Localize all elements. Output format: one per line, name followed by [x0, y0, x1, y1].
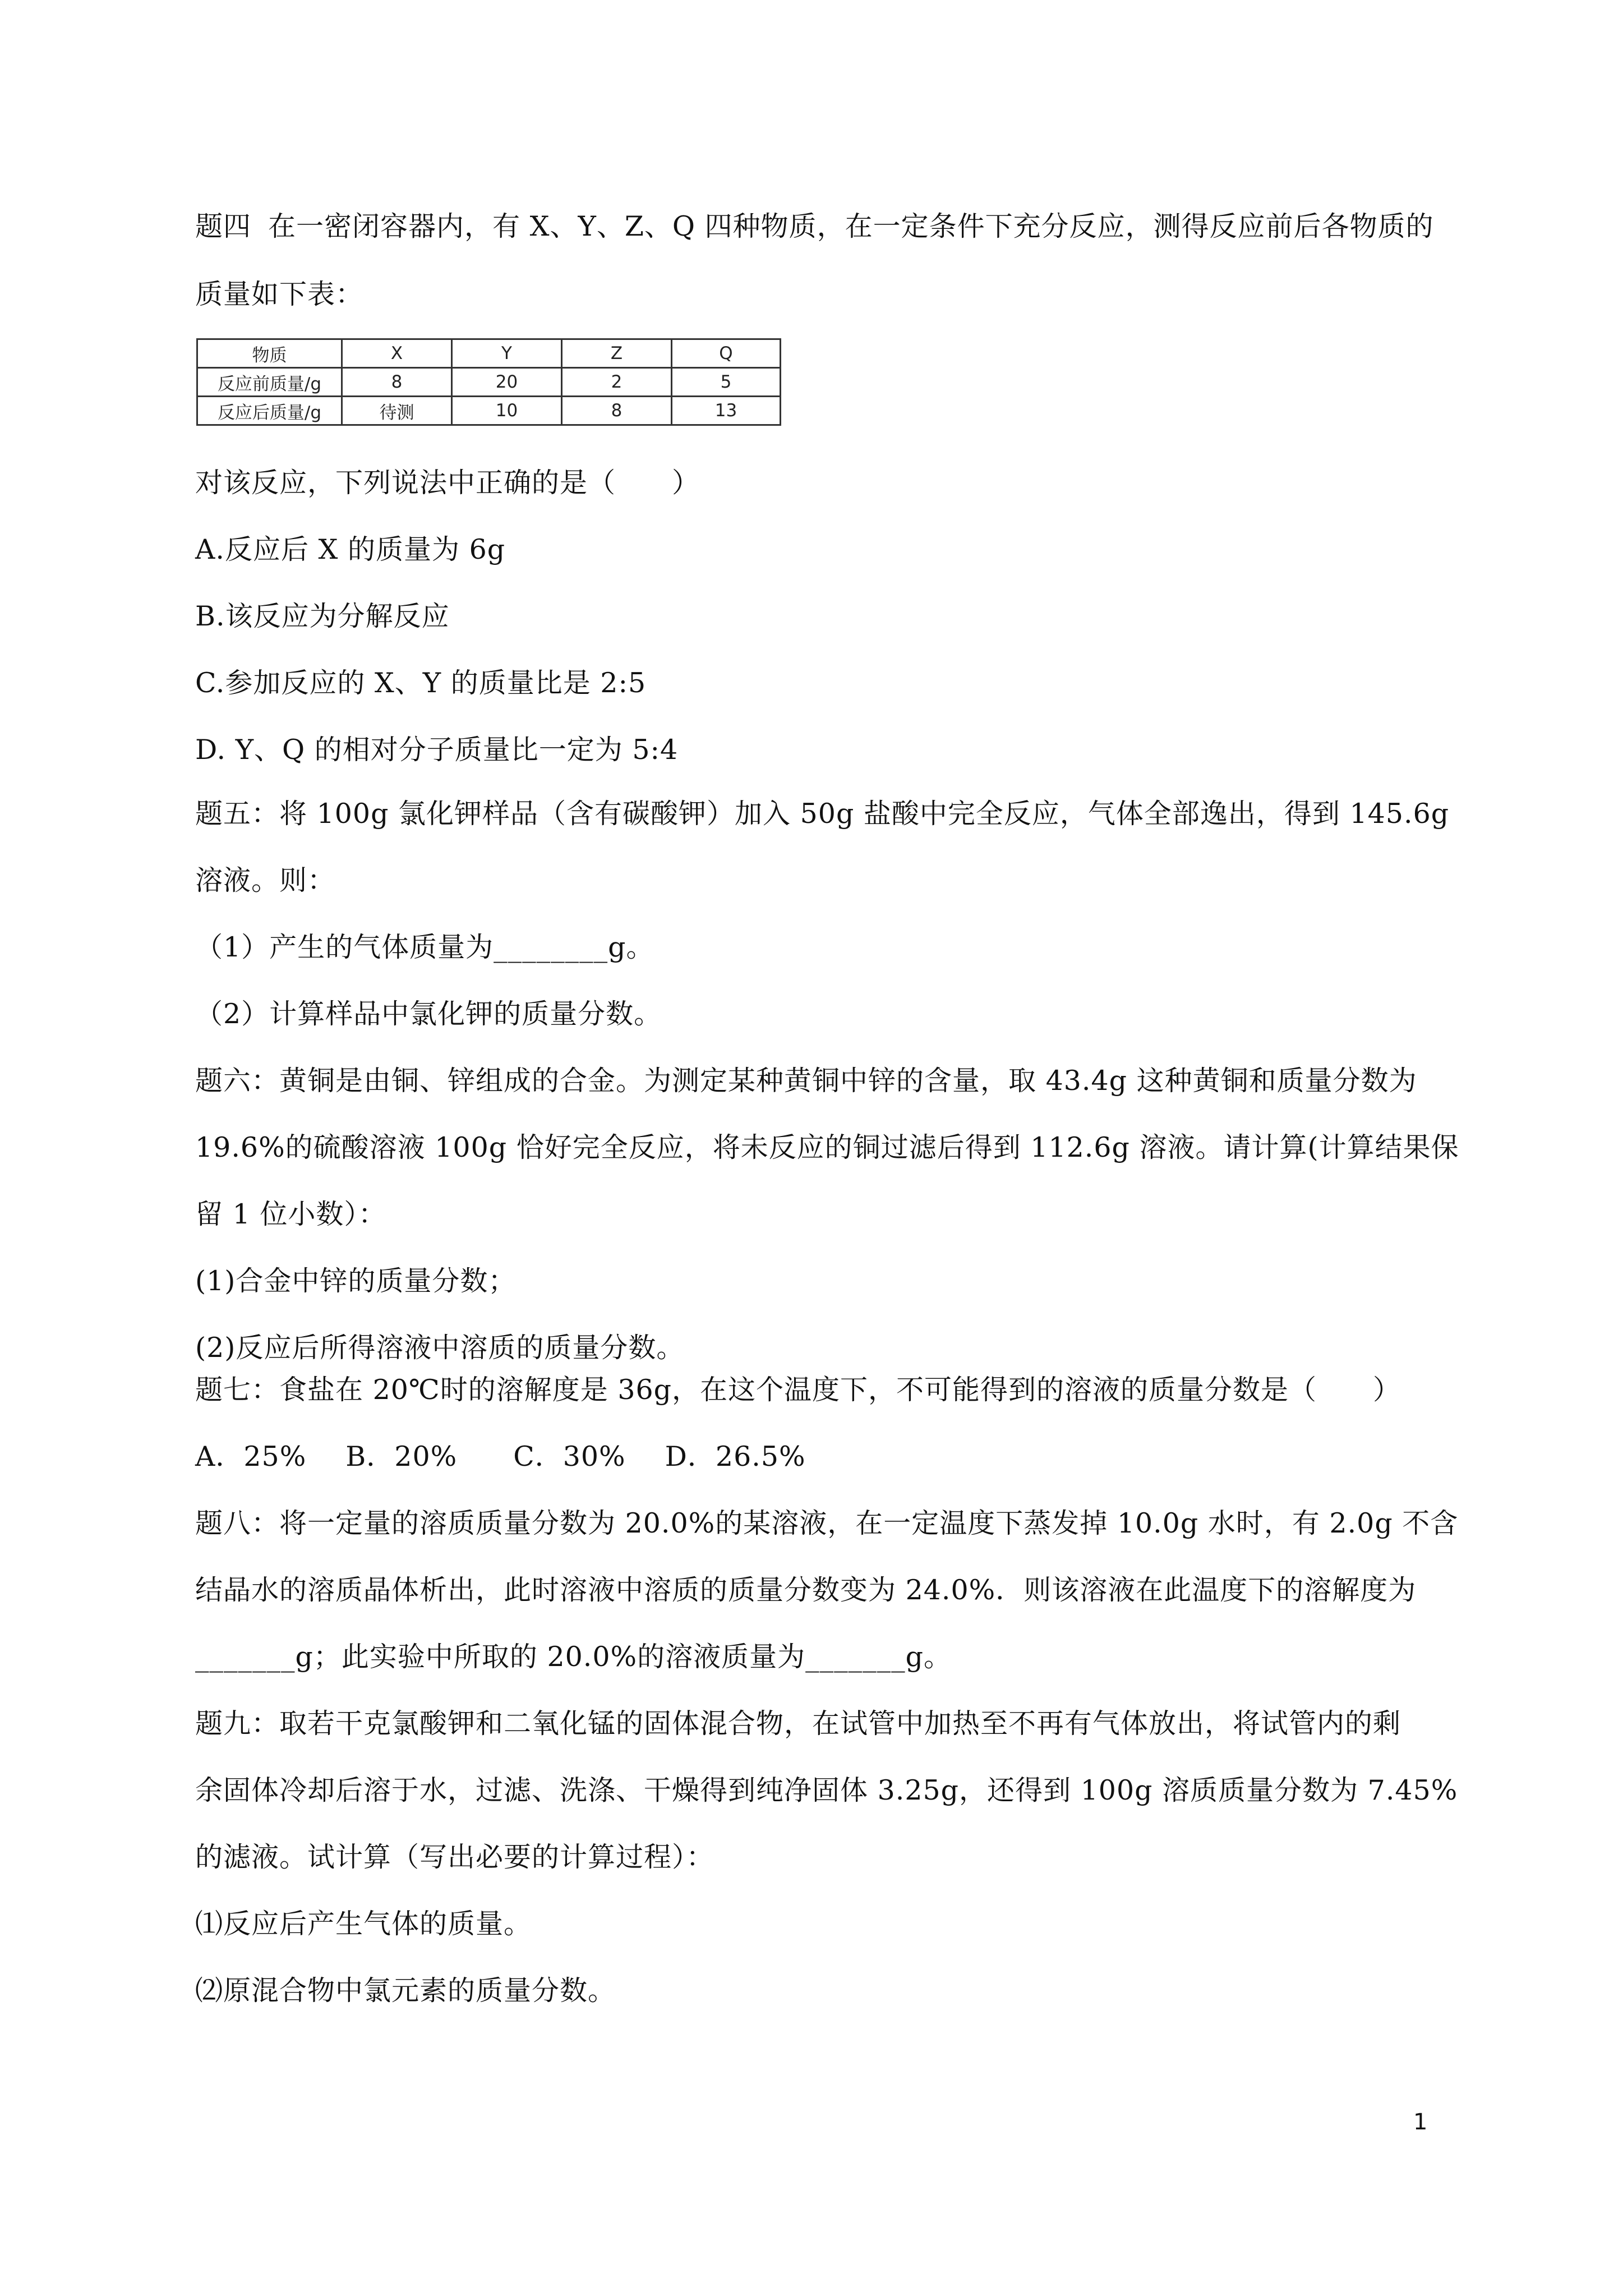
q4-data-table [196, 338, 781, 426]
q4-label: 题四 [195, 210, 252, 242]
q9-sub-2: ⑵原混合物中氯元素的质量分数。 [195, 1975, 616, 2007]
q4-stem-line-2: 质量如下表： [195, 278, 364, 310]
table-cell: 8 [562, 397, 672, 425]
table-cell: 10 [452, 397, 562, 425]
q4-option-d: D. Y、Q 的相对分子质量比一定为 5:4 [195, 734, 679, 766]
table-header-cell: Y [452, 339, 562, 368]
q4-stem-text: 在一密闭容器内，有 X、Y、Z、Q 四种物质，在一定条件下充分反应，测得反应前后各物质的 [268, 210, 1434, 242]
q9-sub-1: ⑴反应后产生气体的质量。 [195, 1908, 532, 1940]
q8-line-1: 题八：将一定量的溶质质量分数为 20.0%的某溶液，在一定温度下蒸发掉 10.0g 水时，有 2.0g 不含 [195, 1507, 1459, 1539]
q4-option-a: A.反应后 X 的质量为 6g [195, 533, 506, 565]
q9-line-2: 余固体冷却后溶于水，过滤、洗涤、干燥得到纯净固体 3.25g，还得到 100g 溶质质量分数为 7.45% [195, 1774, 1458, 1806]
table-cell: 20 [452, 368, 562, 397]
page-number: 1 [1413, 2109, 1428, 2135]
table-header-cell: Q [672, 339, 781, 368]
q7-option-d: D．26.5% [665, 1441, 806, 1473]
q9-line-3: 的滤液。试计算（写出必要的计算过程）： [195, 1841, 714, 1873]
q5-sub-2: （2）计算样品中氯化钾的质量分数。 [195, 998, 662, 1030]
table-cell: 待测 [342, 397, 452, 425]
q8-line-3: _______g；此实验中所取的 20.0%的溶液质量为_______g。 [195, 1641, 952, 1673]
q6-line-1: 题六：黄铜是由铜、锌组成的合金。为测定某种黄铜中锌的含量，取 43.4g 这种黄铜和质量分数为 [195, 1065, 1417, 1097]
q9-line-1: 题九：取若干克氯酸钾和二氧化锰的固体混合物，在试管中加热至不再有气体放出，将试管内的剩 [195, 1708, 1401, 1740]
q7-option-c: C．30% [513, 1441, 626, 1473]
table-header-cell: X [342, 339, 452, 368]
table-row [197, 368, 781, 397]
table-cell: 13 [672, 397, 781, 425]
q7-option-a: A．25% [195, 1441, 307, 1473]
q5-line-1: 题五：将 100g 氯化钾样品（含有碳酸钾）加入 50g 盐酸中完全反应，气体全部逸出，得到 145.6g [195, 798, 1450, 830]
q7-line-1: 题七：食盐在 20℃时的溶解度是 36g，在这个温度下，不可能得到的溶液的质量分数是（ ） [195, 1374, 1401, 1406]
q5-line-2: 溶液。则： [195, 864, 336, 896]
q7-option-b: B．20% [345, 1441, 458, 1473]
q6-sub-1: (1)合金中锌的质量分数； [195, 1265, 517, 1297]
q8-line-2: 结晶水的溶质晶体析出，此时溶液中溶质的质量分数变为 24.0%．则该溶液在此温度下的溶解度为 [195, 1574, 1417, 1606]
table-row [197, 397, 781, 425]
table-header-cell: Z [562, 339, 672, 368]
q4-option-b: B.该反应为分解反应 [195, 600, 450, 632]
table-cell: 反应前质量/g [197, 368, 342, 397]
table-cell: 2 [562, 368, 672, 397]
table-header-row [197, 339, 781, 368]
q4-option-c: C.参加反应的 X、Y 的质量比是 2:5 [195, 667, 647, 699]
q6-sub-2: (2)反应后所得溶液中溶质的质量分数。 [195, 1332, 685, 1364]
table-cell: 8 [342, 368, 452, 397]
q5-sub-1: （1）产生的气体质量为________g。 [195, 931, 654, 963]
q4-question: 对该反应，下列说法中正确的是（ ） [195, 467, 700, 499]
table-cell: 反应后质量/g [197, 397, 342, 425]
q4-stem-line-1 [195, 207, 1446, 246]
table-cell: 5 [672, 368, 781, 397]
q6-line-3: 留 1 位小数）： [195, 1198, 386, 1230]
table-header-cell: 物质 [197, 339, 342, 368]
q7-options [195, 1437, 1446, 1476]
q6-line-2: 19.6%的硫酸溶液 100g 恰好完全反应，将未反应的铜过滤后得到 112.6g 溶液。请计算(计算结果保 [195, 1131, 1459, 1163]
